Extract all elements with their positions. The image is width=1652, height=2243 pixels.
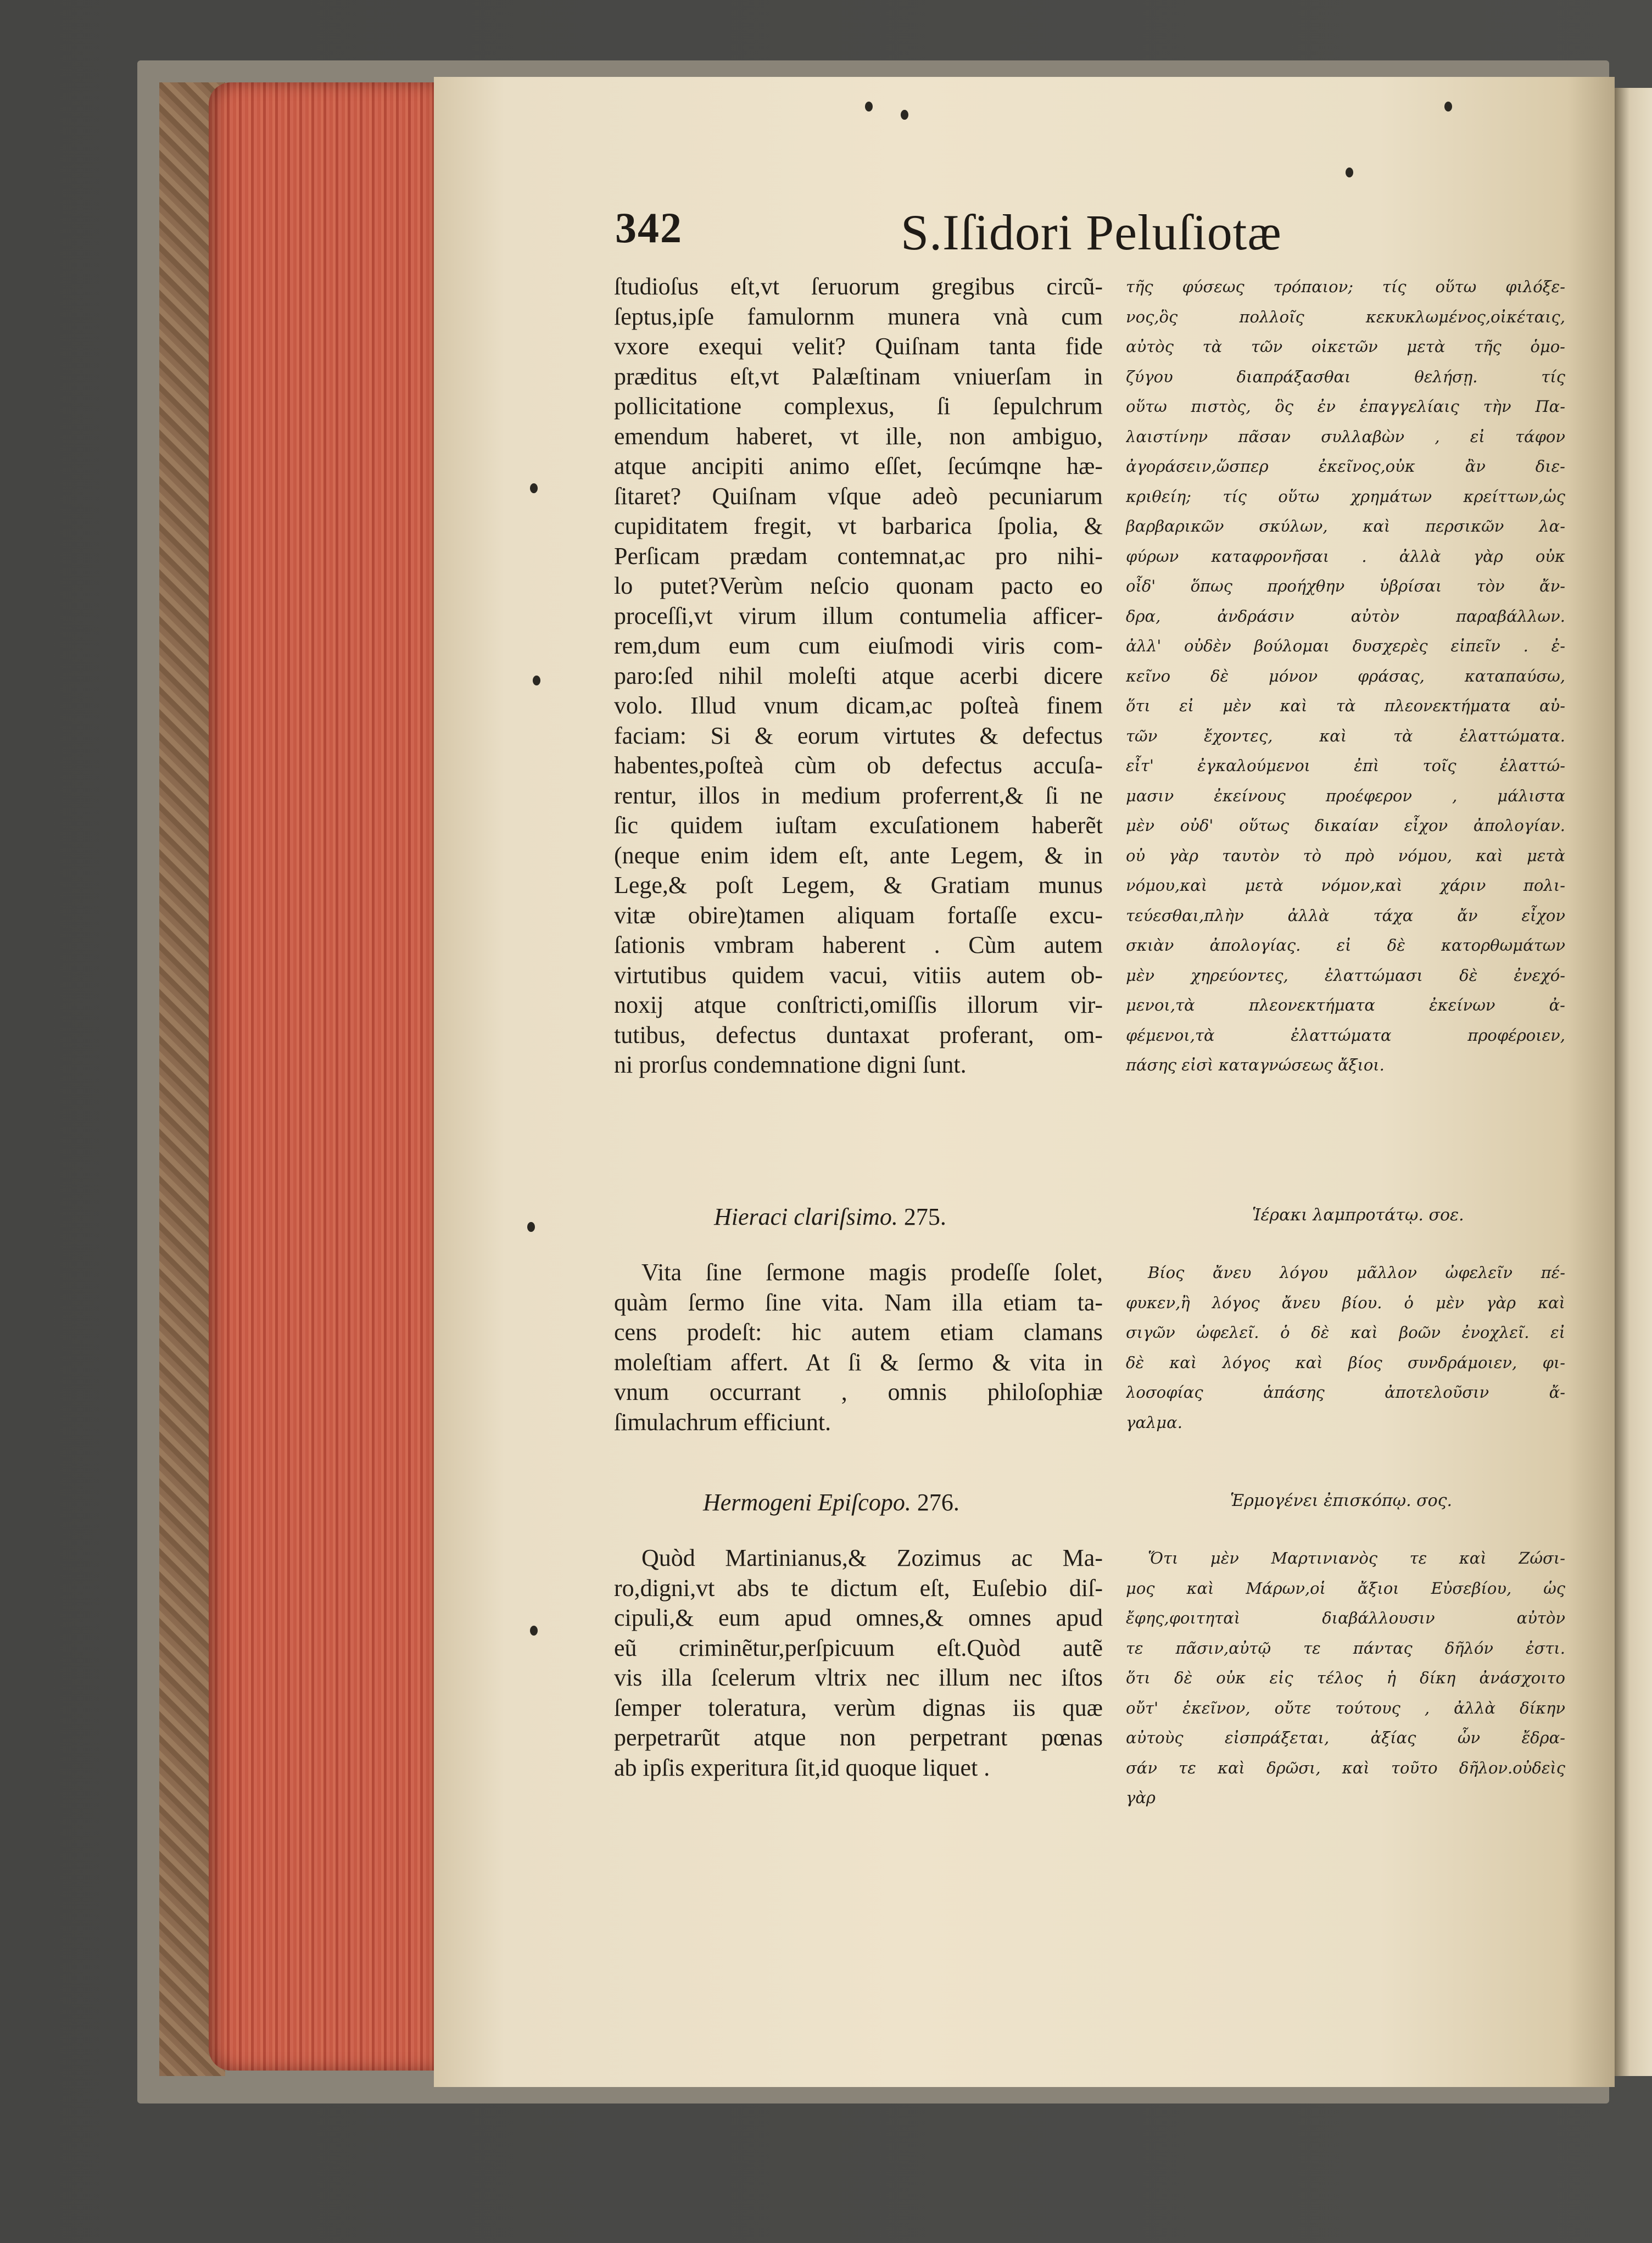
latin-line: ſitaret? Quiſnam vſque adeò pecuniarum — [614, 482, 1103, 510]
greek-catchword: γὰρ — [1126, 1788, 1156, 1807]
wormhole-mark — [1346, 168, 1353, 177]
greek-line: πάσης εἰσὶ καταγνώσεως ἄξιοι. — [1126, 1056, 1385, 1074]
greek-column — [1126, 272, 1565, 1080]
greek-line: ὅτι εἰ μὲν καὶ τὰ πλεονεκτήματα αὐ- — [1126, 696, 1565, 715]
latin-line: Vita ſine ſermone magis prodeſſe ſolet, — [641, 1259, 1103, 1286]
greek-line: σάν τε καὶ δρῶσι, καὶ τοῦτο δῆλον.οὐδεὶς — [1126, 1758, 1565, 1777]
latin-line: ſtudioſus eſt,vt ſeruorum gregibus circũ- — [614, 273, 1103, 300]
latin-line: cipuli,& eum apud omnes,& omnes apud — [614, 1604, 1103, 1631]
greek-line: σκιὰν ἀπολογίας. εἰ δὲ κατορθωμάτων — [1126, 936, 1565, 955]
latin-line: vxore exequi velit? Quiſnam tanta fide — [614, 333, 1103, 360]
latin-column — [614, 272, 1103, 1080]
greek-line: οἶδ' ὅπως προήχθην ὑβρίσαι τὸν ἄν- — [1126, 577, 1565, 595]
latin-letter-276-body — [614, 1543, 1103, 1783]
greek-line: μὲν χηρεύοντες, ἐλαττώμασι δὲ ἐνεχό- — [1126, 966, 1565, 985]
latin-line: ſemper toleratura, verùm dignas iis quæ — [614, 1694, 1103, 1721]
greek-line: τῆς φύσεως τρόπαιον; τίς οὕτω φιλόξε- — [1126, 277, 1565, 296]
greek-line: οὔτ' ἐκεῖνον, οὔτε τούτους , ἀλλὰ δίκην — [1126, 1698, 1565, 1717]
letter-number: 275. — [903, 1203, 946, 1230]
wormhole-mark — [865, 102, 873, 111]
latin-letter-275-heading — [714, 1203, 946, 1231]
letter-number: σοε. — [1428, 1206, 1464, 1225]
latin-line: ro,digni,vt abs te dictum eſt, Euſebio diſ- — [614, 1574, 1103, 1602]
letter-number: 276. — [917, 1489, 959, 1516]
wormhole-mark — [901, 110, 908, 120]
latin-line: perpetrarũt atque non perpetrant pœnas — [614, 1724, 1103, 1751]
greek-letter-275-heading — [1252, 1206, 1464, 1225]
latin-letter-275-body — [614, 1258, 1103, 1437]
greek-line: μενοι,τὰ πλεονεκτήματα ἐκείνων ἀ- — [1126, 996, 1565, 1014]
latin-line: eũ criminẽtur,perſpicuum eſt.Quòd autẽ — [614, 1634, 1103, 1661]
greek-line: νόμου,καὶ μετὰ νόμον,καὶ χάριν πολι- — [1126, 876, 1565, 895]
latin-line: cens prodeſt: hic autem etiam clamans — [614, 1319, 1103, 1346]
latin-line: vnum occurrant , omnis philoſophiæ — [614, 1379, 1103, 1405]
latin-line: volo. Illud vnum dicam,ac poſteà finem — [614, 692, 1103, 719]
latin-line: (neque enim idem eſt, ante Legem, & in — [614, 841, 1103, 869]
greek-line: ἀλλ' οὐδὲν βούλομαι δυσχερὲς εἰπεῖν . ἐ- — [1126, 637, 1565, 655]
greek-line: λαιστίνην πᾶσαν συλλαβὼν , εἰ τάφον — [1126, 427, 1565, 446]
greek-line: ἔφης,φοιτηταὶ διαβάλλουσιν αὐτὸν — [1126, 1609, 1565, 1627]
greek-line: δὲ καὶ λόγος καὶ βίος συνδράμοιεν, φι- — [1126, 1353, 1565, 1372]
latin-line: rem,dum eum cum eiuſmodi viris com- — [614, 632, 1103, 659]
greek-line: ζύγου διαπράξασθαι θελήσῃ. τίς — [1126, 367, 1565, 386]
greek-letter-276-body — [1126, 1543, 1565, 1813]
latin-line: ni prorſus condemnatione digni ſunt. — [614, 1051, 967, 1078]
latin-line: ſeptus,ipſe famulornm munera vnà cum — [614, 303, 1103, 330]
greek-line: γαλμα. — [1126, 1413, 1182, 1432]
greek-line: φυκεν,ἢ λόγος ἄνευ βίου. ὁ μὲν γὰρ καὶ — [1126, 1293, 1565, 1312]
greek-line: κεῖνο δὲ μόνον φράσας, καταπαύσω, — [1126, 666, 1565, 685]
wormhole-mark — [530, 1626, 538, 1636]
greek-line: οὕτω πιστὸς, ὃς ἐν ἐπαγγελίαις τὴν Πα- — [1126, 397, 1565, 416]
greek-line: δρα, ἀνδράσιν αὐτὸν παραβάλλων. — [1126, 606, 1565, 626]
latin-line: habentes,poſteà cùm ob defectus accuſa- — [614, 752, 1103, 779]
latin-line: virtutibus quidem vacui, vitiis autem ob- — [614, 961, 1103, 989]
wormhole-mark — [533, 676, 540, 685]
letter-recipient: Ἱέρακι λαμπροτάτῳ. — [1252, 1206, 1424, 1225]
wormhole-mark — [527, 1222, 535, 1232]
greek-line: φύρων καταφρονῆσαι . ἀλλὰ γὰρ οὐκ — [1126, 546, 1565, 566]
latin-line: ab ipſis experitura ſit,id quoque liquet . — [614, 1754, 990, 1781]
wormhole-mark — [1444, 102, 1452, 111]
greek-line: μὲν οὐδ' οὕτως δικαίαν εἶχον ἀπολογίαν. — [1126, 816, 1565, 835]
greek-line: λοσοφίας ἁπάσης ἀποτελοῦσιν ἄ- — [1126, 1383, 1565, 1402]
latin-line: præditus eſt,vt Palæſtinam vniuerſam in — [614, 362, 1103, 390]
latin-line: Lege,& poſt Legem, & Gratiam munus — [614, 872, 1103, 899]
latin-line: paro:ſed nihil moleſti atque acerbi dicere — [614, 662, 1103, 689]
latin-line: tutibus, defectus duntaxat proferant, om- — [614, 1021, 1103, 1048]
wormhole-mark — [530, 483, 538, 493]
latin-line: ſic quidem iuſtam excuſationem haberẽt — [614, 812, 1103, 839]
latin-line: faciam: Si & eorum virtutes & defectus — [614, 722, 1103, 749]
greek-line: κριθείη; τίς οὕτω χρημάτων κρείττων,ὡς — [1126, 487, 1565, 506]
latin-line: rentur, illos in medium proferrent,& ſi ne — [614, 782, 1103, 809]
latin-line: moleſtiam affert. At ſi & ſermo & vita in — [614, 1348, 1103, 1376]
latin-line: vis illa ſcelerum vltrix nec illum nec iſtos — [614, 1664, 1103, 1691]
latin-line: quàm ſermo ſine vita. Nam illa etiam ta- — [614, 1288, 1103, 1316]
greek-line: Βίος ἄνευ λόγου μᾶλλον ὠφελεῖν πέ- — [1148, 1263, 1565, 1282]
greek-line: τῶν ἔχοντες, καὶ τὰ ἐλαττώματα. — [1126, 726, 1565, 745]
latin-line: proceſſi,vt virum illum contumelia afficer- — [614, 602, 1103, 629]
running-head — [615, 203, 1516, 269]
latin-line: ſationis vmbram haberent . Cùm autem — [614, 931, 1103, 958]
latin-line: vitæ obire)tamen aliquam fortaſſe excu- — [614, 901, 1103, 929]
greek-letter-276-heading — [1230, 1491, 1452, 1510]
letter-number: σος. — [1416, 1491, 1453, 1510]
greek-line: τε πᾶσιν,αὐτῷ τε πάντας δῆλόν ἐστι. — [1126, 1638, 1565, 1658]
greek-line: σιγῶν ὠφελεῖ. ὁ δὲ καὶ βοῶν ἐνοχλεῖ. εἰ — [1126, 1323, 1565, 1342]
latin-line: atque ancipiti animo eſſet, ſecúmqne hæ- — [614, 453, 1103, 479]
latin-line: lo putet?Verùm neſcio quonam pacto eo — [614, 572, 1103, 599]
greek-line: αὐτὸς τὰ τῶν οἰκετῶν μετὰ τῆς ὁμο- — [1126, 337, 1565, 356]
latin-line: ſimulachrum efficiunt. — [614, 1408, 831, 1436]
greek-line: τεύεσθαι,πλὴν ἀλλὰ τάχα ἄν εἶχον — [1126, 906, 1565, 925]
greek-line: βαρβαρικῶν σκύλων, καὶ περσικῶν λα- — [1126, 517, 1565, 535]
facing-page-edge — [1615, 88, 1652, 2076]
latin-line: emendum haberet, vt ille, non ambiguo, — [614, 422, 1103, 450]
latin-line: cupiditatem fregit, vt barbarica ſpolia, & — [614, 512, 1103, 539]
greek-line: ἀγοράσειν,ὥσπερ ἐκεῖνος,οὐκ ἂν διε- — [1126, 457, 1565, 476]
greek-line: αὐτοὺς εἰσπράξεται, ἀξίας ὧν ἔδρα- — [1126, 1728, 1565, 1747]
letter-recipient: Hieraci clariſsimo. — [714, 1203, 898, 1230]
latin-line: Perſicam prædam contemnat,ac pro nihi- — [614, 542, 1103, 570]
page-number: 342 — [615, 204, 683, 252]
letter-recipient: Hermogeni Epiſcopo. — [703, 1489, 911, 1516]
latin-line: noxij atque conſtricti,omiſſis illorum vir- — [614, 991, 1103, 1018]
greek-line: μασιν ἐκείνους προέφερον , μάλιστα — [1126, 786, 1565, 805]
latin-line: Quòd Martinianus,& Zozimus ac Ma- — [641, 1544, 1103, 1571]
greek-line: φέμενοι,τὰ ἐλαττώματα προφέροιεν, — [1126, 1025, 1565, 1045]
greek-line: νος,ὃς πολλοῖς κεκυκλωμένος,οἰκέταις, — [1126, 307, 1565, 326]
greek-line: ὅτι δὲ οὐκ εἰς τέλος ἡ δίκη ἀνάσχοιτο — [1126, 1669, 1565, 1687]
latin-line: pollicitatione complexus, ſi ſepulchrum — [614, 393, 1103, 420]
greek-letter-275-body — [1126, 1258, 1565, 1437]
letter-recipient: Ἑρμογένει ἐπισκόπῳ. — [1230, 1491, 1411, 1510]
greek-line: μος καὶ Μάρων,οἱ ἄξιοι Εὐσεβίου, ὡς — [1126, 1578, 1565, 1598]
running-title: S.Iſidori Peluſiotæ — [901, 204, 1282, 260]
greek-line: οὐ γὰρ ταυτὸν τὸ πρὸ νόμου, καὶ μετὰ — [1126, 846, 1565, 865]
greek-line: εἶτ' ἐγκαλούμενοι ἐπὶ τοῖς ἐλαττώ- — [1126, 756, 1565, 775]
latin-letter-276-heading — [703, 1488, 959, 1516]
greek-line: Ὅτι μὲν Μαρτινιανὸς τε καὶ Ζώσι- — [1148, 1549, 1565, 1567]
red-fore-edge — [209, 82, 434, 2071]
